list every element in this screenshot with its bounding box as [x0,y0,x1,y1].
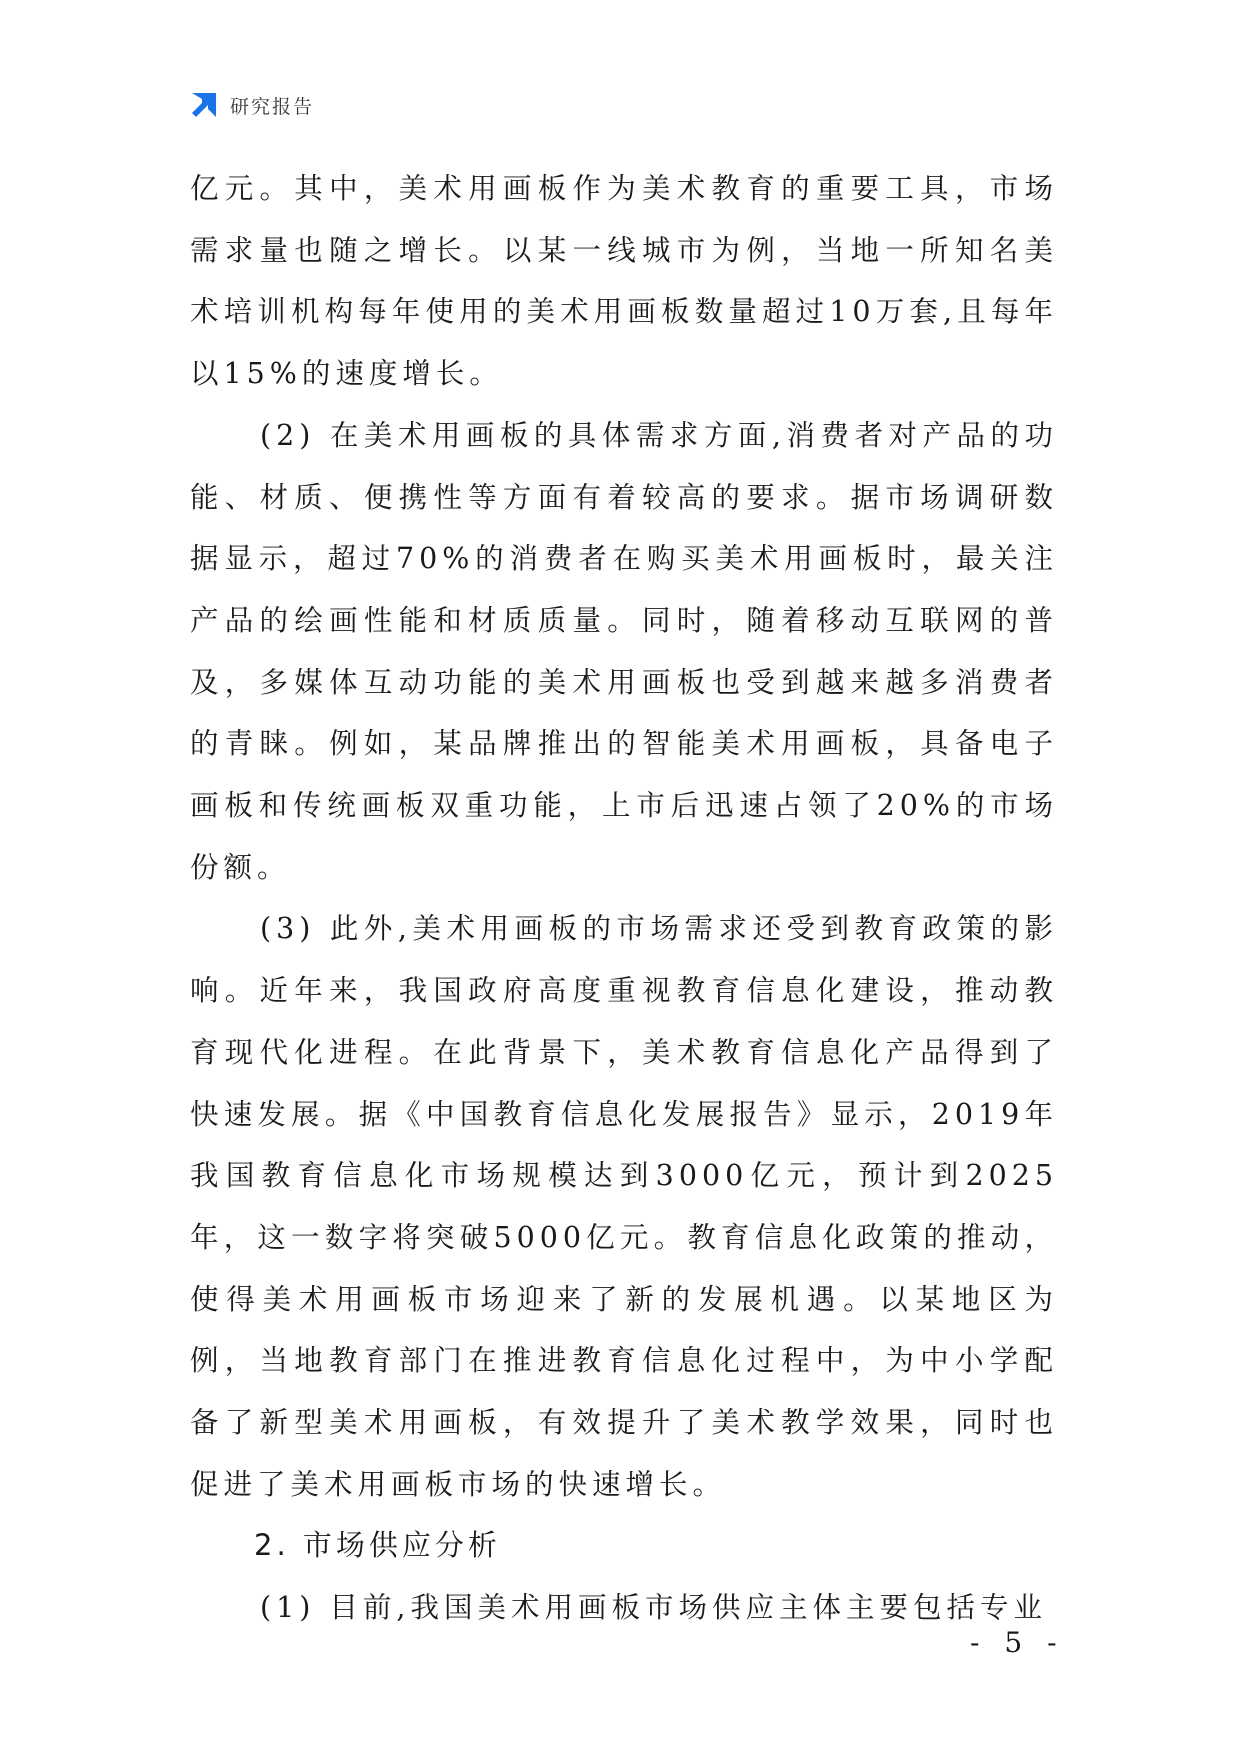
paragraph-item-2: (2) 在美术用画板的具体需求方面,消费者对产品的功能、材质、便携性等方面有着较高的要求。据市场调研数据显示，超过70%的消费者在购买美术用画板时，最关注产品的绘画性能和材质质量。同时，随着移动互联网的普及，多媒体互动功能的美术用画板也受到越来越多消费者的青睐。例如，某品牌推出的智能美术用画板，具备电子画板和传统画板双重功能，上市后迅速占领了20%的市场份额。 [190,418,1058,884]
document-body [190,158,1058,1639]
paragraph-continuation: 亿元。其中，美术用画板作为美术教育的重要工具，市场需求量也随之增长。以某一线城市为例，当地一所知名美术培训机构每年使用的美术用画板数量超过10万套,且每年以15%的速度增长。 [190,172,1058,391]
section-heading [190,1515,1058,1577]
section-number: 2. [254,1528,290,1563]
section-title: 市场供应分析 [302,1528,501,1563]
arrow-up-right-logo-icon [188,89,220,121]
paragraph-item-3: (3) 此外,美术用画板的市场需求还受到教育政策的影响。近年来，我国政府高度重视教育信息化建设，推动教育现代化进程。在此背景下，美术教育信息化产品得到了快速发展。据《中国教育信息化发展报告》显示，2019年我国教育信息化市场规模达到3000亿元，预计到2025年，这一数字将突破5000亿元。教育信息化政策的推动，使得美术用画板市场迎来了新的发展机遇。以某地区为例，当地教育部门在推进教育信息化过程中，为中小学配备了新型美术用画板，有效提升了美术教学效果，同时也促进了美术用画板市场的快速增长。 [190,912,1058,1501]
page-header [188,88,314,122]
page-number: - 5 - [970,1626,1065,1659]
header-title: 研究报告 [230,95,315,118]
paragraph-supply-1: (1) 目前,我国美术用画板市场供应主体主要包括专业 [260,1591,1047,1625]
